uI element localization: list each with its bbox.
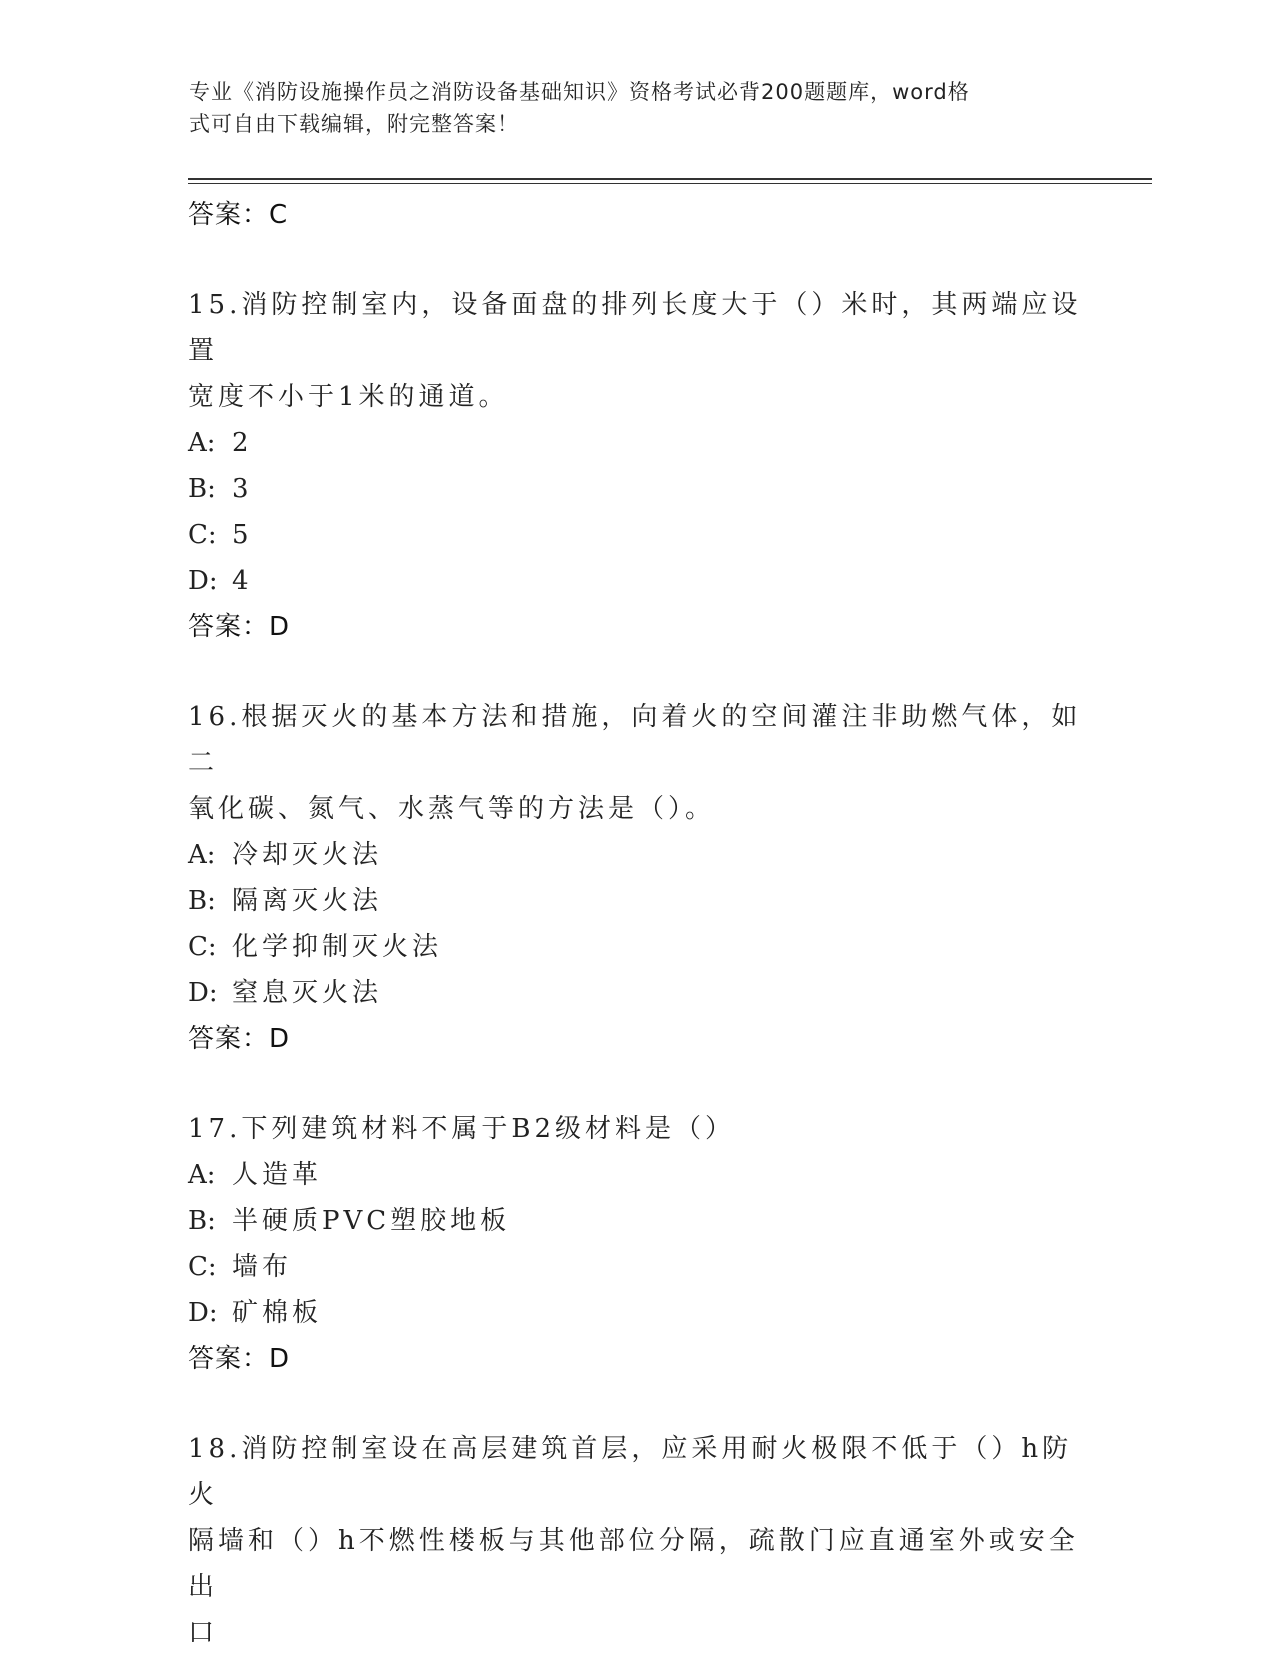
question-stem-line: 17.下列建筑材料不属于B2级材料是（） <box>188 1114 735 1144</box>
answer-line: 答案：C <box>188 200 289 230</box>
option-a <box>188 420 1088 466</box>
option-text: 5 <box>232 520 253 550</box>
option-c <box>188 1244 1088 1290</box>
answer-line: 答案：D <box>188 1024 291 1054</box>
question-block <box>188 1426 1088 1656</box>
spacer <box>188 1382 1088 1426</box>
option-label: C: <box>188 932 217 962</box>
document-header <box>189 76 1069 140</box>
question-block <box>188 282 1088 650</box>
question-block <box>188 1106 1088 1382</box>
option-text: 窒息灭火法 <box>232 978 383 1008</box>
option-b <box>188 878 1088 924</box>
spacer <box>188 238 1088 282</box>
option-b <box>188 1198 1088 1244</box>
option-b <box>188 466 1088 512</box>
option-text: 人造革 <box>232 1160 323 1190</box>
question-stem-line: 宽度不小于1米的通道。 <box>188 382 509 412</box>
option-d <box>188 558 1088 604</box>
option-label: A: <box>188 428 216 458</box>
option-text: 冷却灭火法 <box>232 840 383 870</box>
spacer <box>188 1062 1088 1106</box>
option-label: B: <box>188 474 216 504</box>
option-label: C: <box>188 520 217 550</box>
option-label: D: <box>188 566 218 596</box>
option-text: 3 <box>232 474 253 504</box>
question-stem-line: 隔墙和（）h不燃性楼板与其他部位分隔，疏散门应直通室外或安全出 <box>188 1526 1079 1602</box>
option-c <box>188 512 1088 558</box>
option-label: A: <box>188 1160 216 1190</box>
question-stem-line: 15.消防控制室内，设备面盘的排列长度大于（）米时，其两端应设置 <box>188 290 1082 366</box>
option-text: 半硬质PVC塑胶地板 <box>232 1206 511 1236</box>
option-label: B: <box>188 1206 216 1236</box>
question-stem-line: 18.消防控制室设在高层建筑首层，应采用耐火极限不低于（）h防火 <box>188 1434 1073 1510</box>
option-text: 化学抑制灭火法 <box>232 932 443 962</box>
question-stem-line: 口 <box>188 1618 219 1648</box>
option-a <box>188 832 1088 878</box>
question-list <box>188 192 1088 1656</box>
question-stem-line: 氧化碳、氮气、水蒸气等的方法是（）。 <box>188 794 716 824</box>
answer-line: 答案：D <box>188 1344 291 1374</box>
spacer <box>188 650 1088 694</box>
option-text: 4 <box>232 566 253 596</box>
header-line-1: 专业《消防设施操作员之消防设备基础知识》资格考试必背200题题库，word格 <box>189 80 970 104</box>
question-block <box>188 694 1088 1062</box>
option-label: D: <box>188 978 218 1008</box>
option-text: 隔离灭火法 <box>232 886 383 916</box>
option-text: 矿棉板 <box>232 1298 323 1328</box>
answer-line: 答案：D <box>188 612 291 642</box>
option-text: 墙布 <box>232 1252 293 1282</box>
option-d <box>188 970 1088 1016</box>
header-divider <box>188 178 1152 184</box>
option-c <box>188 924 1088 970</box>
option-label: A: <box>188 840 216 870</box>
header-line-2: 式可自由下载编辑，附完整答案！ <box>189 112 519 136</box>
option-label: C: <box>188 1252 217 1282</box>
option-a <box>188 1152 1088 1198</box>
option-d <box>188 1290 1088 1336</box>
question-stem-line: 16.根据灭火的基本方法和措施，向着火的空间灌注非助燃气体，如二 <box>188 702 1082 778</box>
option-text: 2 <box>232 428 253 458</box>
option-label: D: <box>188 1298 218 1328</box>
option-label: B: <box>188 886 216 916</box>
